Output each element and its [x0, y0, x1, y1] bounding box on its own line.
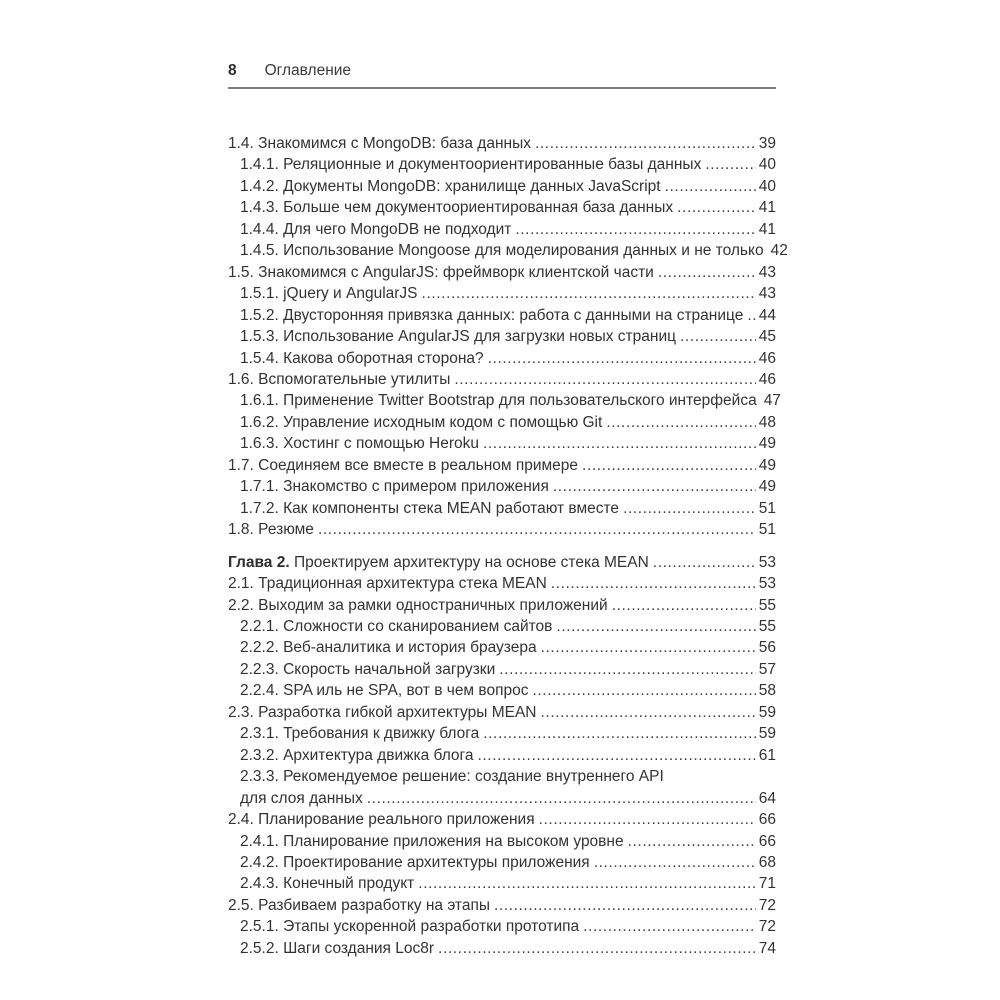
toc-entry [228, 766, 776, 787]
toc-entry-title: 1.5.2. Двусторонняя привязка данных: работа с данными на странице [240, 306, 744, 324]
toc-entry [228, 895, 776, 916]
toc-page-number: 45 [758, 328, 776, 346]
toc-page-number: 39 [758, 135, 776, 152]
toc-entry-title: 2.2.2. Веб-аналитика и история браузера [240, 639, 537, 657]
toc-entry [228, 176, 776, 197]
running-header [228, 63, 776, 89]
dot-leader [623, 498, 756, 519]
toc-page-number: 51 [758, 499, 776, 517]
dot-leader [454, 369, 755, 390]
toc-page-number: 71 [758, 875, 776, 893]
toc-entry [228, 659, 776, 680]
toc-page-number: 44 [758, 306, 776, 324]
toc-page-number: 43 [758, 263, 776, 281]
toc-entry [228, 348, 776, 369]
dot-leader [539, 809, 756, 830]
toc-entry [228, 326, 776, 347]
toc-entry-title: 1.8. Резюме [228, 521, 314, 539]
table-of-contents [228, 133, 788, 959]
toc-entry [228, 616, 776, 637]
toc-page-number: 58 [758, 682, 776, 700]
toc-page-number: 72 [758, 918, 776, 936]
toc-page-number: 64 [758, 789, 776, 807]
toc-page-number: 66 [758, 832, 776, 850]
toc-entry [228, 723, 776, 744]
toc-entry-title: 1.4. Знакомимся с MongoDB: база данных [228, 135, 531, 152]
dot-leader [747, 305, 755, 326]
toc-entry-title: 1.4.5. Использование Mongoose для моделирования данных и не только [240, 242, 764, 260]
toc-entry [228, 240, 788, 261]
dot-leader [628, 831, 756, 852]
toc-entry-title: 2.4.3. Конечный продукт [240, 875, 415, 893]
toc-entry [228, 498, 776, 519]
toc-entry-title: 1.6.1. Применение Twitter Bootstrap для пользовательского интерфейса [240, 392, 757, 410]
toc-entry-title: 1.5.4. Какова оборотная сторона? [240, 349, 484, 367]
toc-page-number: 46 [758, 370, 776, 388]
toc-entry-title: 1.5.1. jQuery и AngularJS [240, 285, 418, 303]
dot-leader [418, 873, 755, 894]
dot-leader [367, 788, 756, 809]
toc-entry-title: 1.6. Вспомогательные утилиты [228, 370, 451, 388]
toc-page-number: 61 [758, 746, 776, 764]
toc-entry-title: 1.4.4. Для чего MongoDB не подходит [240, 220, 512, 238]
toc-entry-title: 1.6.3. Хостинг с помощью Heroku [240, 435, 479, 453]
dot-leader [494, 895, 756, 916]
dot-leader [422, 283, 756, 304]
toc-page-number: 53 [758, 575, 776, 593]
toc-entry-title: 2.3.3. Рекомендуемое решение: создание внутреннего API [240, 768, 664, 786]
toc-entry [228, 852, 776, 873]
toc-entry-title: 1.5.3. Использование AngularJS для загрузки новых страниц [240, 328, 676, 346]
header-title: Оглавление [264, 62, 352, 79]
toc-entry [228, 433, 776, 454]
dot-leader [551, 573, 756, 594]
dot-leader [553, 476, 756, 497]
toc-page-number: 51 [758, 521, 776, 539]
dot-leader [658, 262, 756, 283]
toc-entry [228, 154, 776, 175]
toc-entry-title: 1.4.3. Больше чем документоориентированная база данных [240, 199, 674, 217]
dot-leader [705, 154, 755, 175]
toc-entry [228, 916, 776, 937]
toc-page-number: 74 [758, 939, 776, 957]
dot-leader [653, 552, 756, 573]
toc-page-number: 53 [758, 553, 776, 571]
toc-entry-title: 2.3.1. Требования к движку блога [240, 725, 480, 743]
toc-entry [228, 573, 776, 594]
toc-page-number: 40 [758, 156, 776, 174]
toc-entry-title: для слоя данных [240, 789, 363, 807]
toc-page-number: 49 [758, 478, 776, 496]
toc-entry [228, 262, 776, 283]
toc-entry-title: 1.5. Знакомимся с AngularJS: фреймворк клиентской части [228, 263, 654, 281]
toc-entry-title: 1.7.2. Как компоненты стека MEAN работают вместе [240, 499, 620, 517]
page-content [228, 62, 788, 959]
dot-leader [556, 616, 755, 637]
toc-entry [228, 283, 776, 304]
toc-entry [228, 637, 776, 658]
toc-entry-title: 2.2.3. Скорость начальной загрузки [240, 660, 496, 678]
toc-entry [228, 369, 776, 390]
toc-page-number: 72 [758, 896, 776, 914]
toc-entry [228, 552, 776, 573]
dot-leader [488, 348, 756, 369]
toc-page-number: 42 [770, 242, 788, 260]
dot-leader [499, 659, 755, 680]
toc-page-number: 48 [758, 413, 776, 431]
toc-entry-title: 1.6.2. Управление исходным кодом с помощью Git [240, 413, 603, 431]
dot-leader [606, 412, 755, 433]
dot-leader [483, 723, 756, 744]
toc-entry [228, 873, 776, 894]
dot-leader [677, 197, 756, 218]
dot-leader [483, 433, 756, 454]
dot-leader [318, 519, 756, 540]
toc-entry [228, 390, 781, 411]
toc-page-number: 49 [758, 435, 776, 453]
toc-page-number: 46 [758, 349, 776, 367]
toc-entry [228, 519, 776, 540]
toc-page-number: 57 [758, 660, 776, 678]
toc-page-number: 40 [758, 177, 776, 195]
toc-page-number: 59 [758, 725, 776, 743]
dot-leader [582, 455, 756, 476]
toc-entry-title: 2.3.2. Архитектура движка блога [240, 746, 474, 764]
toc-entry-title: 1.4.1. Реляционные и документоориентированные базы данных [240, 156, 702, 174]
dot-leader [583, 916, 756, 937]
toc-page-number: 43 [758, 285, 776, 303]
toc-entry-title: 2.2.4. SPA иль не SPA, вот в чем вопрос [240, 682, 529, 700]
header-page-number: 8 [228, 62, 237, 79]
toc-entry [228, 680, 776, 701]
dot-leader [438, 938, 756, 959]
dot-leader [680, 326, 756, 347]
toc-entry-title: Глава 2. Проектируем архитектуру на основе стека MEAN [228, 553, 649, 571]
toc-page-number: 49 [758, 456, 776, 474]
dot-leader [532, 680, 755, 701]
chapter-label: Глава 2. [228, 553, 290, 571]
toc-entry-title: 2.1. Традиционная архитектура стека MEAN [228, 575, 547, 593]
toc-entry-title: 2.5. Разбиваем разработку на этапы [228, 896, 490, 914]
toc-page-number: 41 [758, 220, 776, 238]
toc-page-number: 68 [758, 853, 776, 871]
toc-entry [228, 305, 776, 326]
dot-leader [594, 852, 756, 873]
toc-entry [228, 938, 776, 959]
toc-entry [228, 197, 776, 218]
toc-entry-title: 2.4.1. Планирование приложения на высоком уровне [240, 832, 624, 850]
dot-leader [477, 745, 755, 766]
toc-page-number: 55 [758, 596, 776, 614]
toc-entry-title: 2.5.1. Этапы ускоренной разработки прототипа [240, 918, 580, 936]
toc-entry [228, 219, 776, 240]
dot-leader [665, 176, 756, 197]
toc-entry [228, 133, 776, 154]
toc-entry-title: 2.2.1. Сложности со сканированием сайтов [240, 617, 553, 635]
toc-entry [228, 809, 776, 830]
toc-entry-title: 2.5.2. Шаги создания Loc8r [240, 939, 435, 957]
toc-entry [228, 702, 776, 723]
toc-page-number: 59 [758, 703, 776, 721]
toc-entry [228, 476, 776, 497]
toc-page-number: 47 [763, 392, 781, 410]
toc-entry-title: 2.4. Планирование реального приложения [228, 811, 535, 829]
toc-entry [228, 831, 776, 852]
toc-entry-title: 2.4.2. Проектирование архитектуры приложения [240, 853, 590, 871]
toc-entry-title: 2.2. Выходим за рамки одностраничных приложений [228, 596, 608, 614]
toc-entry-title: 1.7. Соединяем все вместе в реальном примере [228, 456, 579, 474]
toc-page-number: 66 [758, 811, 776, 829]
toc-entry [228, 745, 776, 766]
toc-entry [228, 788, 776, 809]
toc-entry-title: 2.3. Разработка гибкой архитектуры MEAN [228, 703, 537, 721]
dot-leader [612, 595, 756, 616]
toc-entry [228, 455, 776, 476]
toc-page-number: 55 [758, 617, 776, 635]
dot-leader [515, 219, 755, 240]
toc-entry-title: 1.7.1. Знакомство с примером приложения [240, 478, 549, 496]
dot-leader [535, 133, 756, 154]
dot-leader [541, 637, 756, 658]
toc-page-number: 41 [758, 199, 776, 217]
dot-leader [541, 702, 756, 723]
toc-page-number: 56 [758, 639, 776, 657]
toc-entry [228, 595, 776, 616]
toc-entry [228, 412, 776, 433]
toc-entry-title: 1.4.2. Документы MongoDB: хранилище данных JavaScript [240, 177, 661, 195]
